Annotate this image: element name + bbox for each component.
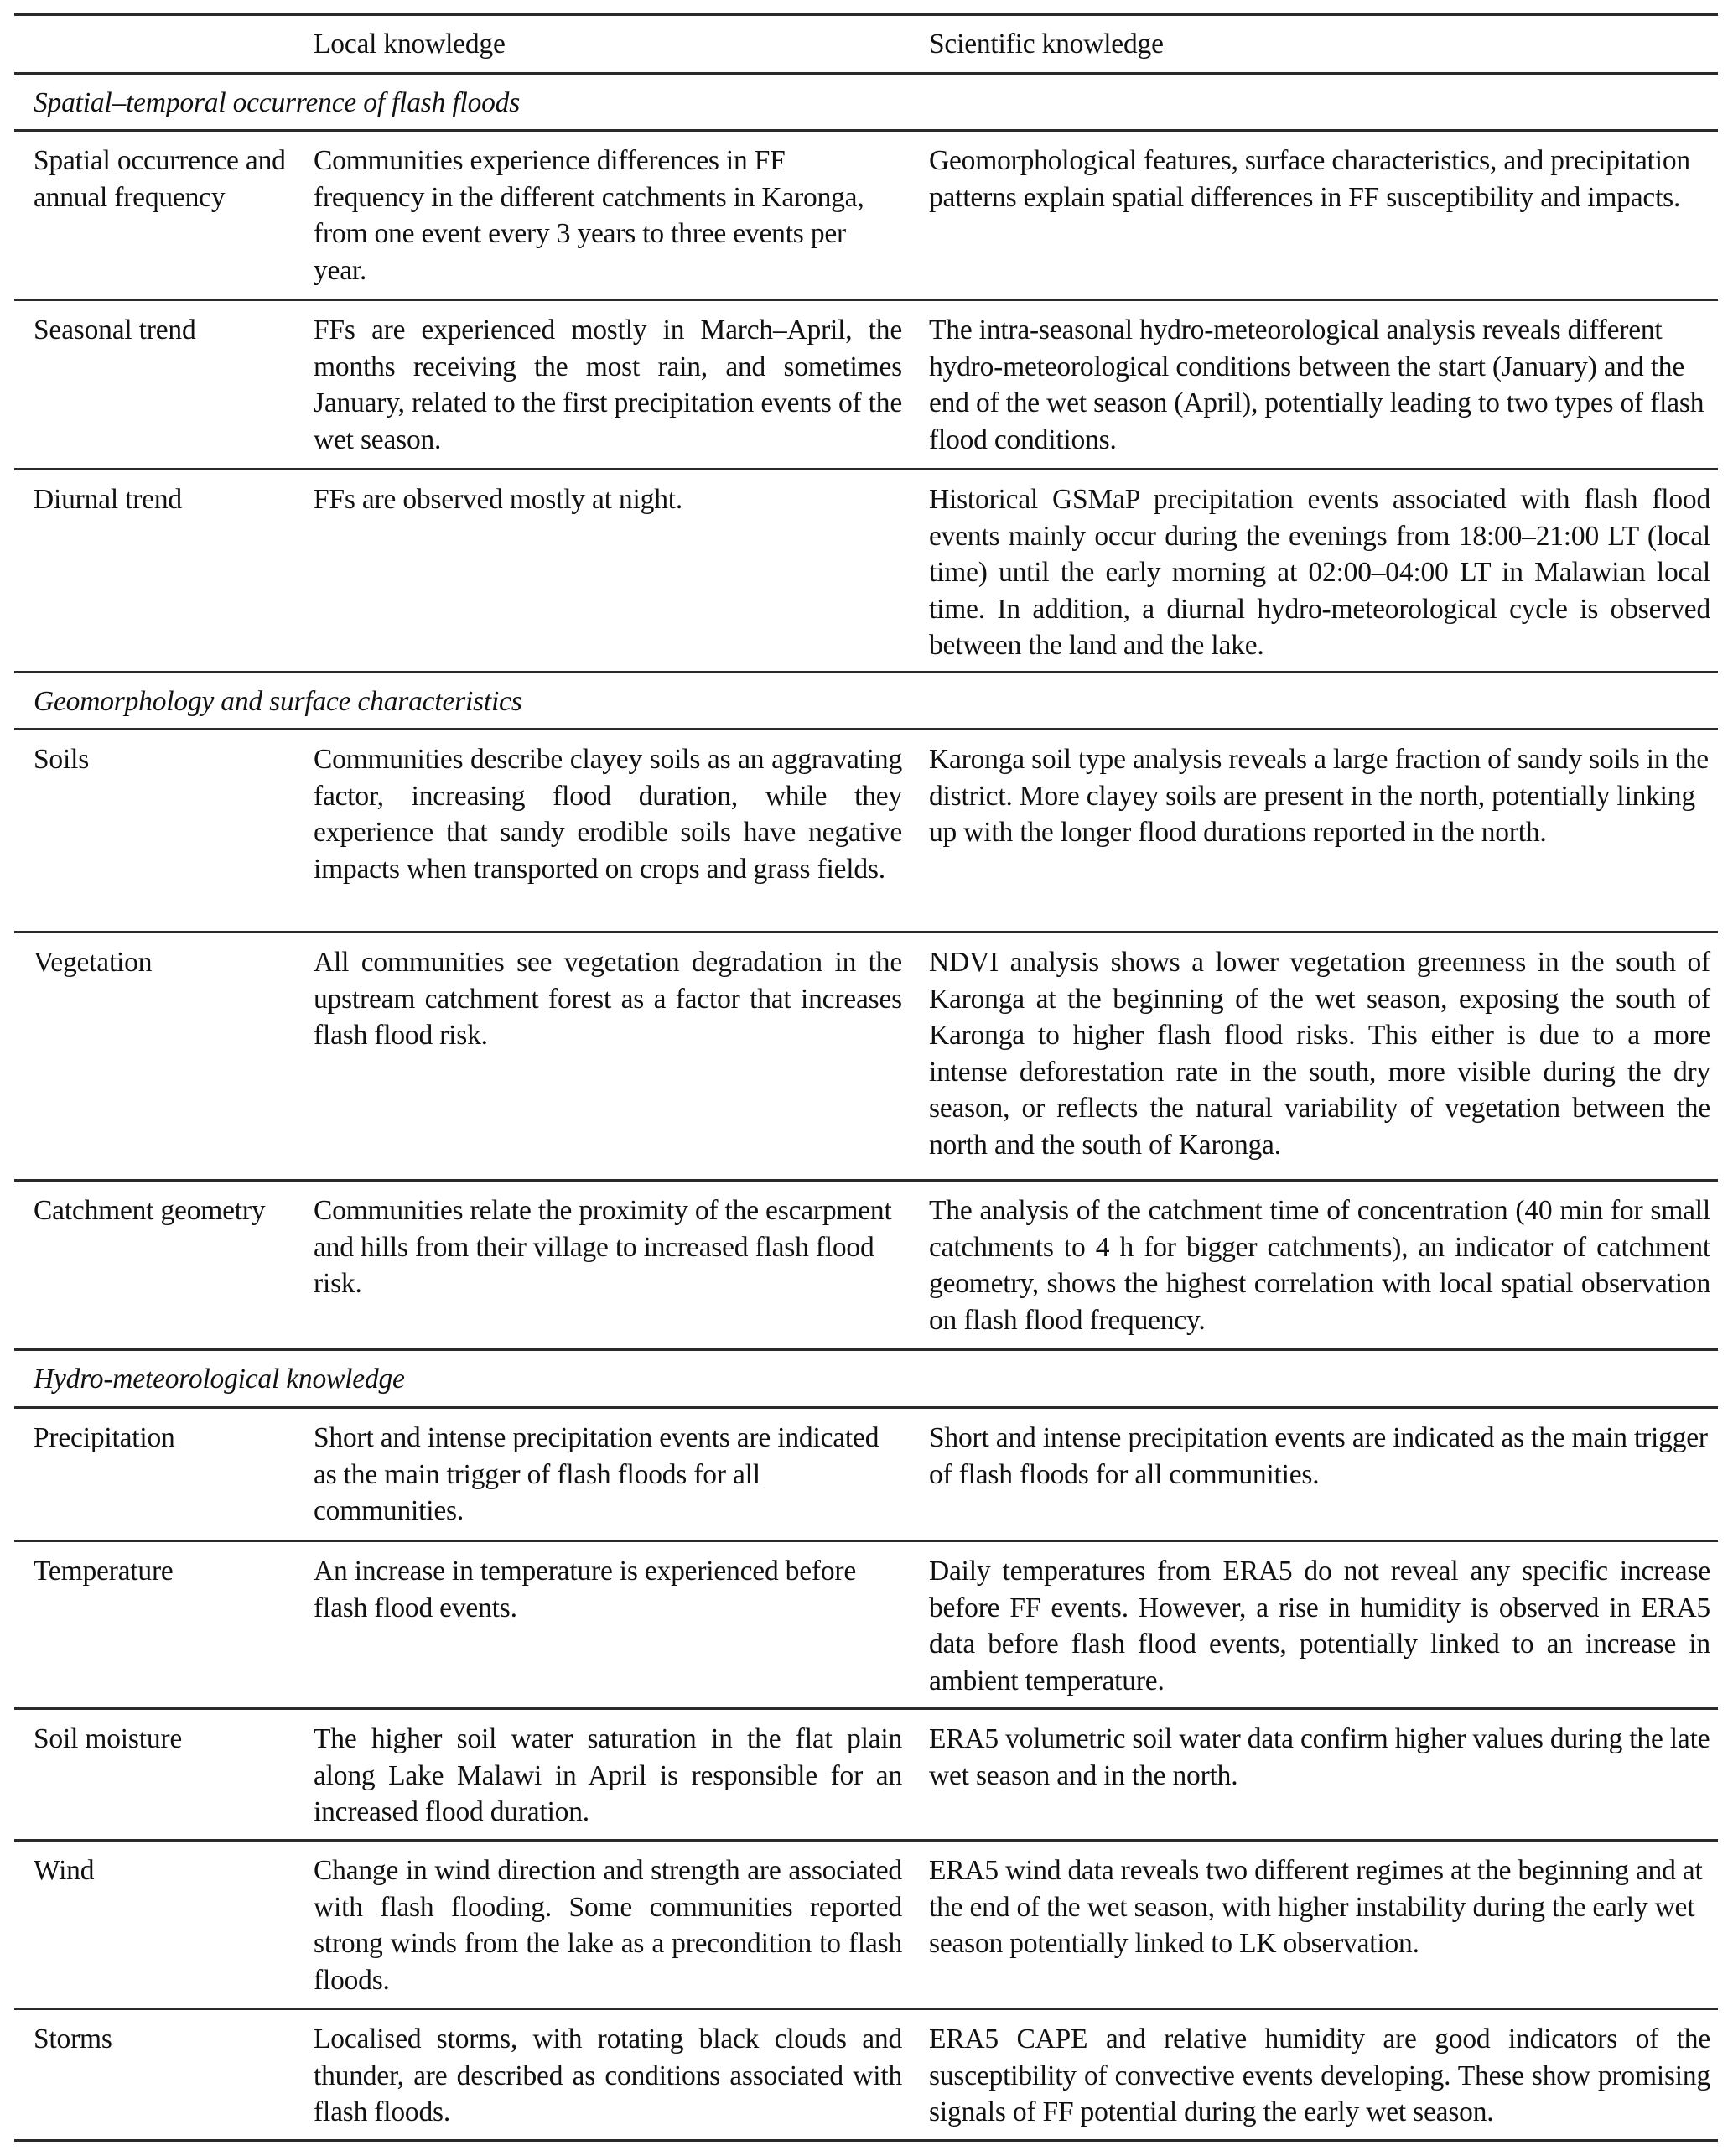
section-title: Geomorphology and surface characteristics (34, 686, 522, 717)
local-knowledge-cell: Communities describe clayey soils as an aggravating factor, increasing flood duration, while they experience that sandy erodible soils have negative impacts when transported on crops and grass fields. (314, 744, 902, 885)
scientific-knowledge-cell: ERA5 volumetric soil water data confirm higher values during the late wet season and in the north. (929, 1723, 1710, 1791)
table-row (14, 2010, 1718, 2142)
table-row (14, 470, 1718, 673)
scientific-knowledge-cell: ERA5 wind data reveals two different regimes at the beginning and at the end of the wet season, with higher instability during the early wet season potentially linked to LK observation. (929, 1855, 1703, 1959)
scientific-knowledge-cell: Short and intense precipitation events are indicated as the main trigger of flash floods for all communities. (929, 1422, 1708, 1490)
scientific-knowledge-cell: Daily temperatures from ERA5 do not reveal any specific increase before FF events. However, a rise in humidity is observed in ERA5 data before flash flood events, potentially linked to an increase in ambient temperature. (929, 1556, 1710, 1696)
table-row (14, 301, 1718, 470)
row-label: Seasonal trend (34, 314, 196, 345)
header-scientific-knowledge: Scientific knowledge (929, 29, 1164, 60)
section-title: Hydro-meteorological knowledge (34, 1364, 405, 1395)
comparison-table (14, 13, 1718, 2142)
local-knowledge-cell: Localised storms, with rotating black clouds and thunder, are described as conditions associated with flash floods. (314, 2024, 902, 2127)
table-row (14, 730, 1718, 933)
row-label: Temperature (34, 1556, 174, 1587)
table-row (14, 1542, 1718, 1710)
table-row (14, 1842, 1718, 2010)
row-label: Catchment geometry (34, 1195, 266, 1226)
local-knowledge-cell: Communities relate the proximity of the escarpment and hills from their village to increased flash flood risk. (314, 1195, 892, 1299)
local-knowledge-cell: Communities experience differences in FF frequency in the different catchments in Karonga, from one event every 3 years to three events per year. (314, 145, 864, 286)
row-label: Spatial occurrence and annual frequency (34, 145, 286, 213)
local-knowledge-cell: FFs are observed mostly at night. (314, 484, 683, 515)
scientific-knowledge-cell: Karonga soil type analysis reveals a large fraction of sandy soils in the district. More clayey soils are present in the north, potentially linking up with the longer flood durations reported in the north. (929, 744, 1709, 848)
table-row (14, 1710, 1718, 1842)
scientific-knowledge-cell: NDVI analysis shows a lower vegetation greenness in the south of Karonga at the beginning of the wet season, exposing the south of Karonga to higher flash flood risks. This either is due to a more intense deforestation rate in the south, more visible during the dry season, or reflects the natural variability of vegetation between the north and the south of Karonga. (929, 947, 1710, 1161)
row-label: Soil moisture (34, 1723, 183, 1754)
section-header-geomorphology (14, 673, 1718, 730)
table-row (14, 933, 1718, 1182)
row-label: Precipitation (34, 1422, 175, 1453)
table-row (14, 1409, 1718, 1542)
scientific-knowledge-cell: The analysis of the catchment time of concentration (40 min for small catchments to 4 h for bigger catchments), an indicator of catchment geometry, shows the highest correlation with local spatial observation on flash flood frequency. (929, 1195, 1710, 1336)
section-title: Spatial–temporal occurrence of flash floods (34, 87, 521, 118)
section-header-hydro-meteorological (14, 1351, 1718, 1409)
row-label: Wind (34, 1855, 95, 1886)
header-local-knowledge: Local knowledge (314, 29, 506, 60)
local-knowledge-cell: An increase in temperature is experienced before flash flood events. (314, 1556, 857, 1623)
local-knowledge-cell: All communities see vegetation degradation in the upstream catchment forest as a factor that increases flash flood risk. (314, 947, 902, 1051)
scientific-knowledge-cell: Geomorphological features, surface characteristics, and precipitation patterns explain spatial differences in FF susceptibility and impacts. (929, 145, 1690, 213)
table-row (14, 1182, 1718, 1351)
section-header-spatial-temporal (14, 75, 1718, 132)
row-label: Soils (34, 744, 90, 775)
row-label: Diurnal trend (34, 484, 182, 515)
row-label: Storms (34, 2024, 112, 2055)
scientific-knowledge-cell: The intra-seasonal hydro-meteorological analysis reveals different hydro-meteorological conditions between the start (January) and the end of the wet season (April), potentially leading to two types of flash flood conditions. (929, 314, 1704, 455)
table-header-row (14, 16, 1718, 75)
local-knowledge-cell: Short and intense precipitation events are indicated as the main trigger of flash floods for all communities. (314, 1422, 879, 1526)
local-knowledge-cell: Change in wind direction and strength are associated with flash flooding. Some communities reported strong winds from the lake as a precondition to flash floods. (314, 1855, 902, 1996)
row-label: Vegetation (34, 947, 153, 978)
local-knowledge-cell: FFs are experienced mostly in March–April, the months receiving the most rain, and sometimes January, related to the first precipitation events of the wet season. (314, 314, 902, 455)
local-knowledge-cell: The higher soil water saturation in the flat plain along Lake Malawi in April is responsible for an increased flood duration. (314, 1723, 902, 1827)
table-row (14, 132, 1718, 301)
scientific-knowledge-cell: Historical GSMaP precipitation events associated with flash flood events mainly occur during the evenings from 18:00–21:00 LT (local time) until the early morning at 02:00–04:00 LT in Malawian local time. In addition, a diurnal hydro-meteorological cycle is observed between the land and the lake. (929, 484, 1710, 661)
scientific-knowledge-cell: ERA5 CAPE and relative humidity are good indicators of the susceptibility of convective events developing. These show promising signals of FF potential during the early wet season. (929, 2024, 1710, 2127)
